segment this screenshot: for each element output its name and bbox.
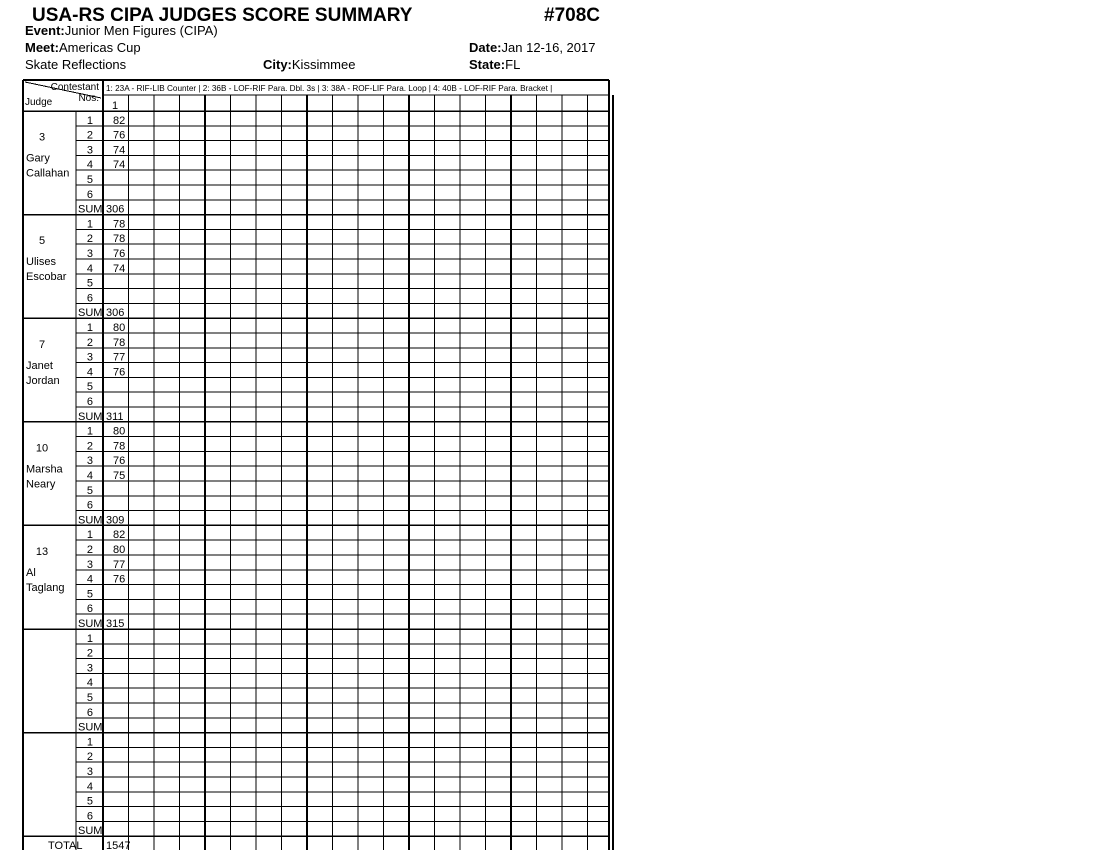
figure-row-number: 5 xyxy=(86,692,93,704)
figure-row-number: 2 xyxy=(86,129,93,142)
score-value: 78 xyxy=(113,218,126,231)
figure-row-number: 4 xyxy=(86,366,93,379)
figure-row-number: 2 xyxy=(86,440,93,453)
score-value: 82 xyxy=(113,114,126,127)
corner-contestant-label: Contestant xyxy=(50,82,99,93)
figure-row-number: 1 xyxy=(86,322,93,334)
score-value: 78 xyxy=(113,233,126,246)
figure-row-number: 4 xyxy=(86,677,93,690)
figure-row-number: 1 xyxy=(86,736,93,749)
figure-row-number: 5 xyxy=(86,381,93,394)
figure-row-number: 4 xyxy=(86,573,93,586)
corner-judge-label: Judge xyxy=(25,97,53,108)
corner-nos-label: Nos. xyxy=(78,93,99,104)
score-value: 82 xyxy=(113,529,126,542)
score-value: 80 xyxy=(113,322,126,334)
sum-label: SUM xyxy=(78,721,103,734)
sum-label: SUM xyxy=(78,203,103,216)
figure-row-number: 5 xyxy=(86,277,93,290)
judge-first-name: Al xyxy=(26,567,36,579)
figure-row-number: 6 xyxy=(86,396,93,408)
meet-label: Meet: xyxy=(25,40,59,55)
judge-last-name: Taglang xyxy=(26,582,65,594)
sum-label: SUM xyxy=(78,618,103,630)
figure-row-number: 6 xyxy=(86,499,93,512)
judge-last-name: Neary xyxy=(26,478,56,491)
score-value: 77 xyxy=(113,558,126,571)
state-label: State: xyxy=(469,57,506,72)
figure-row-number: 2 xyxy=(86,647,93,660)
figure-row-number: 4 xyxy=(86,262,93,275)
figure-row-number: 6 xyxy=(86,810,93,823)
figure-row-number: 1 xyxy=(86,114,93,127)
figure-row-number: 4 xyxy=(86,159,93,172)
sum-label: SUM xyxy=(78,514,103,527)
figure-row-number: 6 xyxy=(86,706,93,719)
figure-row-number: 6 xyxy=(86,603,93,616)
page-title: USA-RS CIPA JUDGES SCORE SUMMARY xyxy=(32,5,413,26)
meet-value: Americas Cup xyxy=(58,40,141,55)
event-value: Junior Men Figures (CIPA) xyxy=(64,23,218,38)
judge-number: 3 xyxy=(38,131,46,144)
judge-last-name: Callahan xyxy=(26,167,70,180)
sum-label: SUM xyxy=(78,825,103,838)
form-code: #708C xyxy=(544,5,600,26)
score-value: 78 xyxy=(113,336,126,349)
figure-row-number: 3 xyxy=(86,455,93,468)
score-value: 77 xyxy=(113,351,126,364)
judge-first-name: Gary xyxy=(26,152,50,165)
score-value: 74 xyxy=(113,262,126,275)
figure-row-number: 1 xyxy=(86,529,93,542)
judge-number: 5 xyxy=(38,235,46,248)
score-value: 80 xyxy=(113,544,126,556)
figure-row-number: 1 xyxy=(86,218,93,231)
state-value: FL xyxy=(505,57,521,72)
total-value: 1547 xyxy=(106,840,131,850)
score-value: 75 xyxy=(113,470,126,482)
figures-header: 1: 23A - RIF-LIB Counter | 2: 36B - LOF-RIF Para. Dbl. 3s | 3: 38A - ROF-LIF Para. Loop | 4: 40B - LOF-RIF Para. Bracket | xyxy=(106,84,553,93)
figure-row-number: 1 xyxy=(86,632,93,645)
figure-row-number: 3 xyxy=(86,248,93,260)
host-club: Skate Reflections xyxy=(25,57,127,72)
judge-number: 13 xyxy=(35,546,49,558)
figure-row-number: 5 xyxy=(86,588,93,601)
figure-row-number: 3 xyxy=(86,662,93,675)
figure-row-number: 2 xyxy=(86,336,93,349)
total-label: TOTAL xyxy=(48,840,83,850)
sum-label: SUM xyxy=(78,410,103,423)
judge-sum-value: 306 xyxy=(106,203,125,216)
score-value: 74 xyxy=(113,159,126,172)
judge-last-name: Escobar xyxy=(26,271,67,284)
city-label: City: xyxy=(263,57,292,72)
figure-row-number: 1 xyxy=(86,425,93,438)
judge-first-name: Janet xyxy=(26,359,53,372)
figure-row-number: 3 xyxy=(86,558,93,571)
figure-row-number: 3 xyxy=(86,766,93,778)
figure-row-number: 4 xyxy=(86,470,93,482)
judge-sum-value: 315 xyxy=(106,618,125,630)
score-value: 76 xyxy=(113,455,126,468)
score-value: 74 xyxy=(113,144,126,157)
score-value: 78 xyxy=(113,440,126,453)
judge-last-name: Jordan xyxy=(26,374,60,387)
figure-row-number: 6 xyxy=(86,188,93,201)
score-value: 80 xyxy=(113,425,126,438)
city-value: Kissimmee xyxy=(291,57,356,72)
date-value: Jan 12-16, 2017 xyxy=(501,40,596,55)
sum-label: SUM xyxy=(78,307,103,320)
figure-row-number: 2 xyxy=(86,751,93,764)
contestant-number: 1 xyxy=(111,100,119,112)
judge-first-name: Marsha xyxy=(26,463,63,476)
judge-sum-value: 306 xyxy=(106,307,125,320)
figure-row-number: 3 xyxy=(86,351,93,364)
score-value: 76 xyxy=(113,129,126,142)
judge-sum-value: 311 xyxy=(106,410,124,423)
figure-row-number: 2 xyxy=(86,544,93,556)
score-value: 76 xyxy=(113,573,126,586)
figure-row-number: 4 xyxy=(86,780,93,793)
figure-row-number: 5 xyxy=(86,174,93,186)
score-value: 76 xyxy=(113,248,126,260)
score-value: 76 xyxy=(113,366,126,379)
figure-row-number: 5 xyxy=(86,484,93,497)
figure-row-number: 6 xyxy=(86,292,93,305)
date-label: Date: xyxy=(469,40,502,55)
judge-sum-value: 309 xyxy=(106,514,125,527)
figure-row-number: 3 xyxy=(86,144,93,157)
figure-row-number: 2 xyxy=(86,233,93,246)
judge-number: 10 xyxy=(35,442,49,455)
judge-first-name: Ulises xyxy=(26,256,56,269)
judge-number: 7 xyxy=(38,338,46,351)
event-label: Event: xyxy=(25,23,65,38)
figure-row-number: 5 xyxy=(86,795,93,808)
